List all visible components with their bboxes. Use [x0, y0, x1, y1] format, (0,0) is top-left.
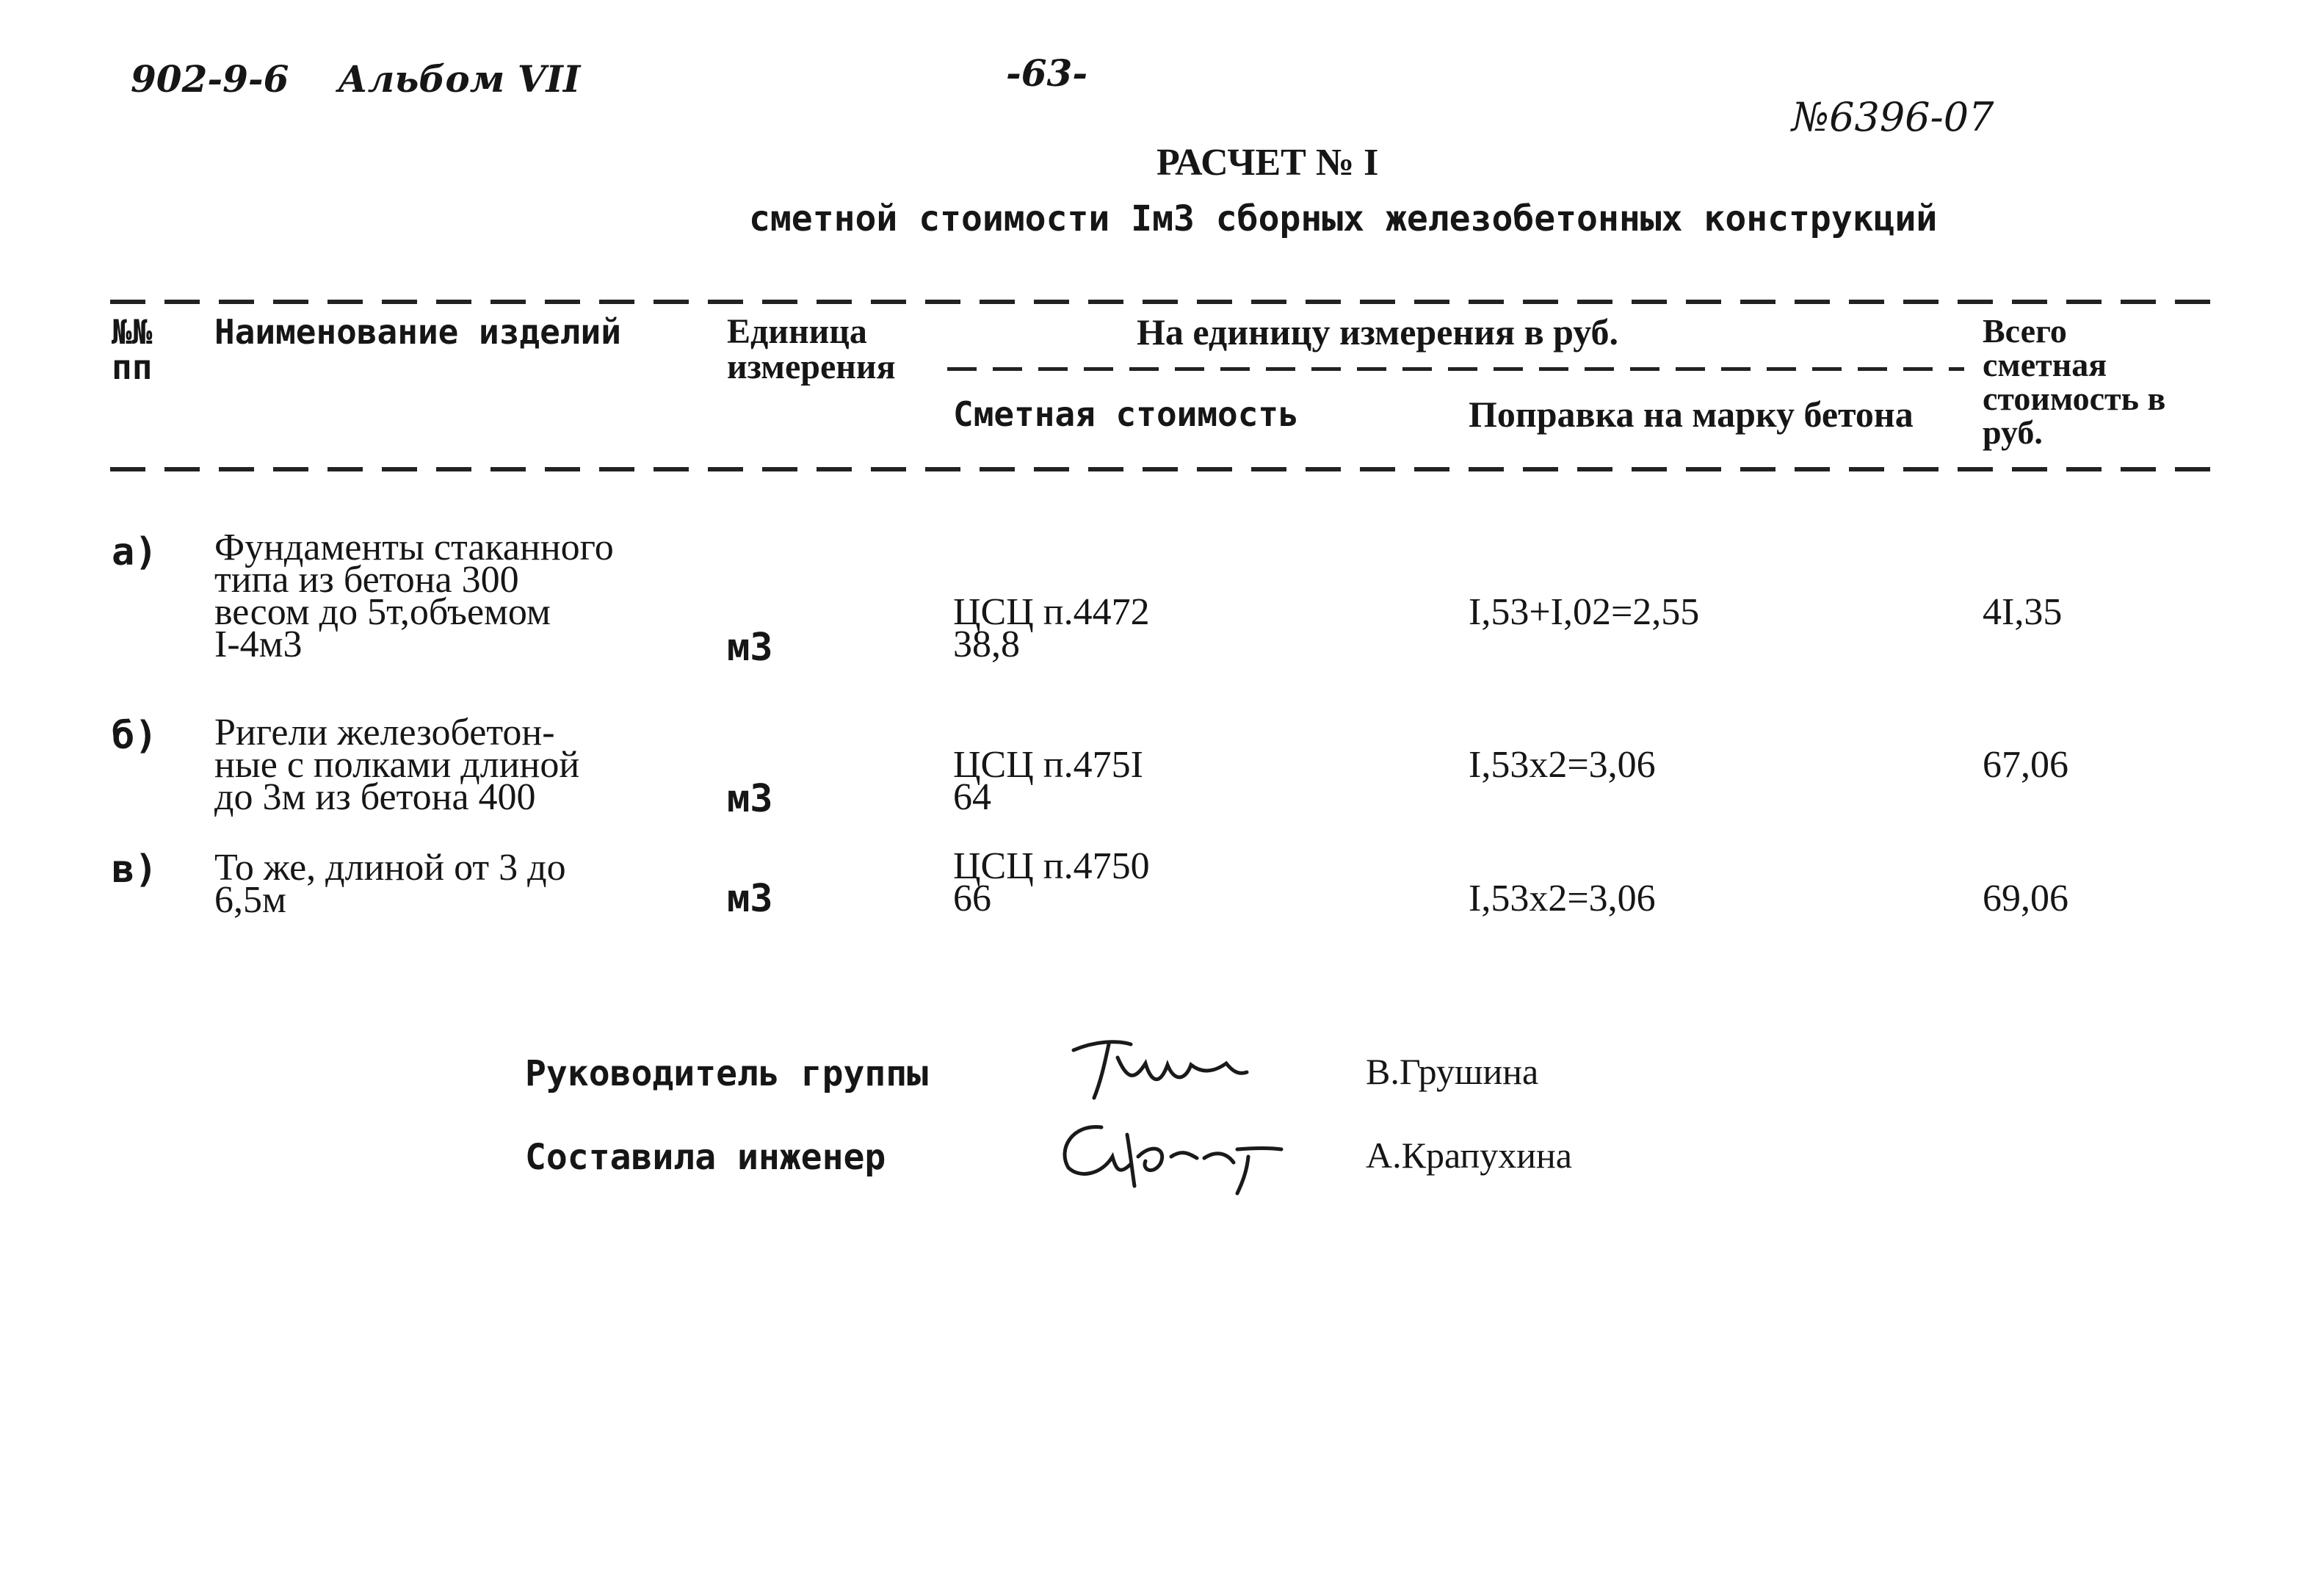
table-header-rule [110, 467, 2225, 471]
signature-role-engineer: Составила инженер [525, 1137, 886, 1178]
row-c-correction: I,53x2=3,06 [1469, 878, 1656, 919]
row-c-unit: м3 [727, 877, 773, 921]
document-code: 902-9-6 [131, 57, 289, 101]
row-b-number: б) [112, 714, 158, 758]
header-number: №№ пп [112, 312, 153, 387]
row-a-total: 4I,35 [1983, 591, 2063, 633]
row-b-name: Ригели железобетон- ные с полками длиной до 3м из бетона 400 [214, 712, 580, 818]
signature-name-head: В.Грушина [1366, 1051, 1539, 1092]
row-c-name: То же, длиной от 3 до 6,5м [214, 847, 566, 921]
header-cost: Сметная стоимость [953, 394, 1299, 434]
row-c-number: в) [112, 847, 158, 892]
handwritten-signature-engineer [1050, 1105, 1285, 1201]
row-c-total: 69,06 [1983, 878, 2068, 919]
header-per-unit: На единицу измерения в руб. [1137, 311, 1619, 353]
row-b-unit: м3 [727, 777, 773, 821]
page-title: РАСЧЕТ № I [1156, 142, 1379, 184]
header-sub-rule [947, 367, 1964, 371]
inventory-number: №6396-07 [1792, 94, 1994, 140]
handwritten-signature-head [1065, 1028, 1256, 1109]
signature-role-head: Руководитель группы [525, 1053, 929, 1094]
header-correction: Поправка на марку бетона [1469, 394, 1914, 435]
album-label: Альбом VII [338, 57, 581, 101]
row-b-cost: ЦСЦ п.475I 64 [953, 744, 1143, 818]
header-total: Всего сметная стоимость в руб. [1983, 312, 2166, 451]
row-a-number: а) [112, 530, 158, 574]
row-a-cost: ЦСЦ п.4472 38,8 [953, 591, 1150, 665]
page-number: -63- [1006, 51, 1088, 95]
header-name: Наименование изделий [214, 312, 621, 352]
row-b-total: 67,06 [1983, 744, 2068, 786]
table-top-rule [110, 300, 2225, 304]
row-a-unit: м3 [727, 626, 773, 670]
signature-name-engineer: А.Крапухина [1366, 1135, 1572, 1176]
header-unit: Единица измерения [727, 312, 896, 386]
row-a-correction: I,53+I,02=2,55 [1469, 591, 1700, 633]
page-subtitle: сметной стоимости Iм3 сборных железобетонных конструкций [749, 198, 1938, 239]
row-c-cost: ЦСЦ п.4750 66 [953, 845, 1150, 919]
row-b-correction: I,53x2=3,06 [1469, 744, 1656, 786]
row-a-name: Фундаменты стаканного типа из бетона 300 весом до 5т,объемом I-4м3 [214, 527, 614, 665]
